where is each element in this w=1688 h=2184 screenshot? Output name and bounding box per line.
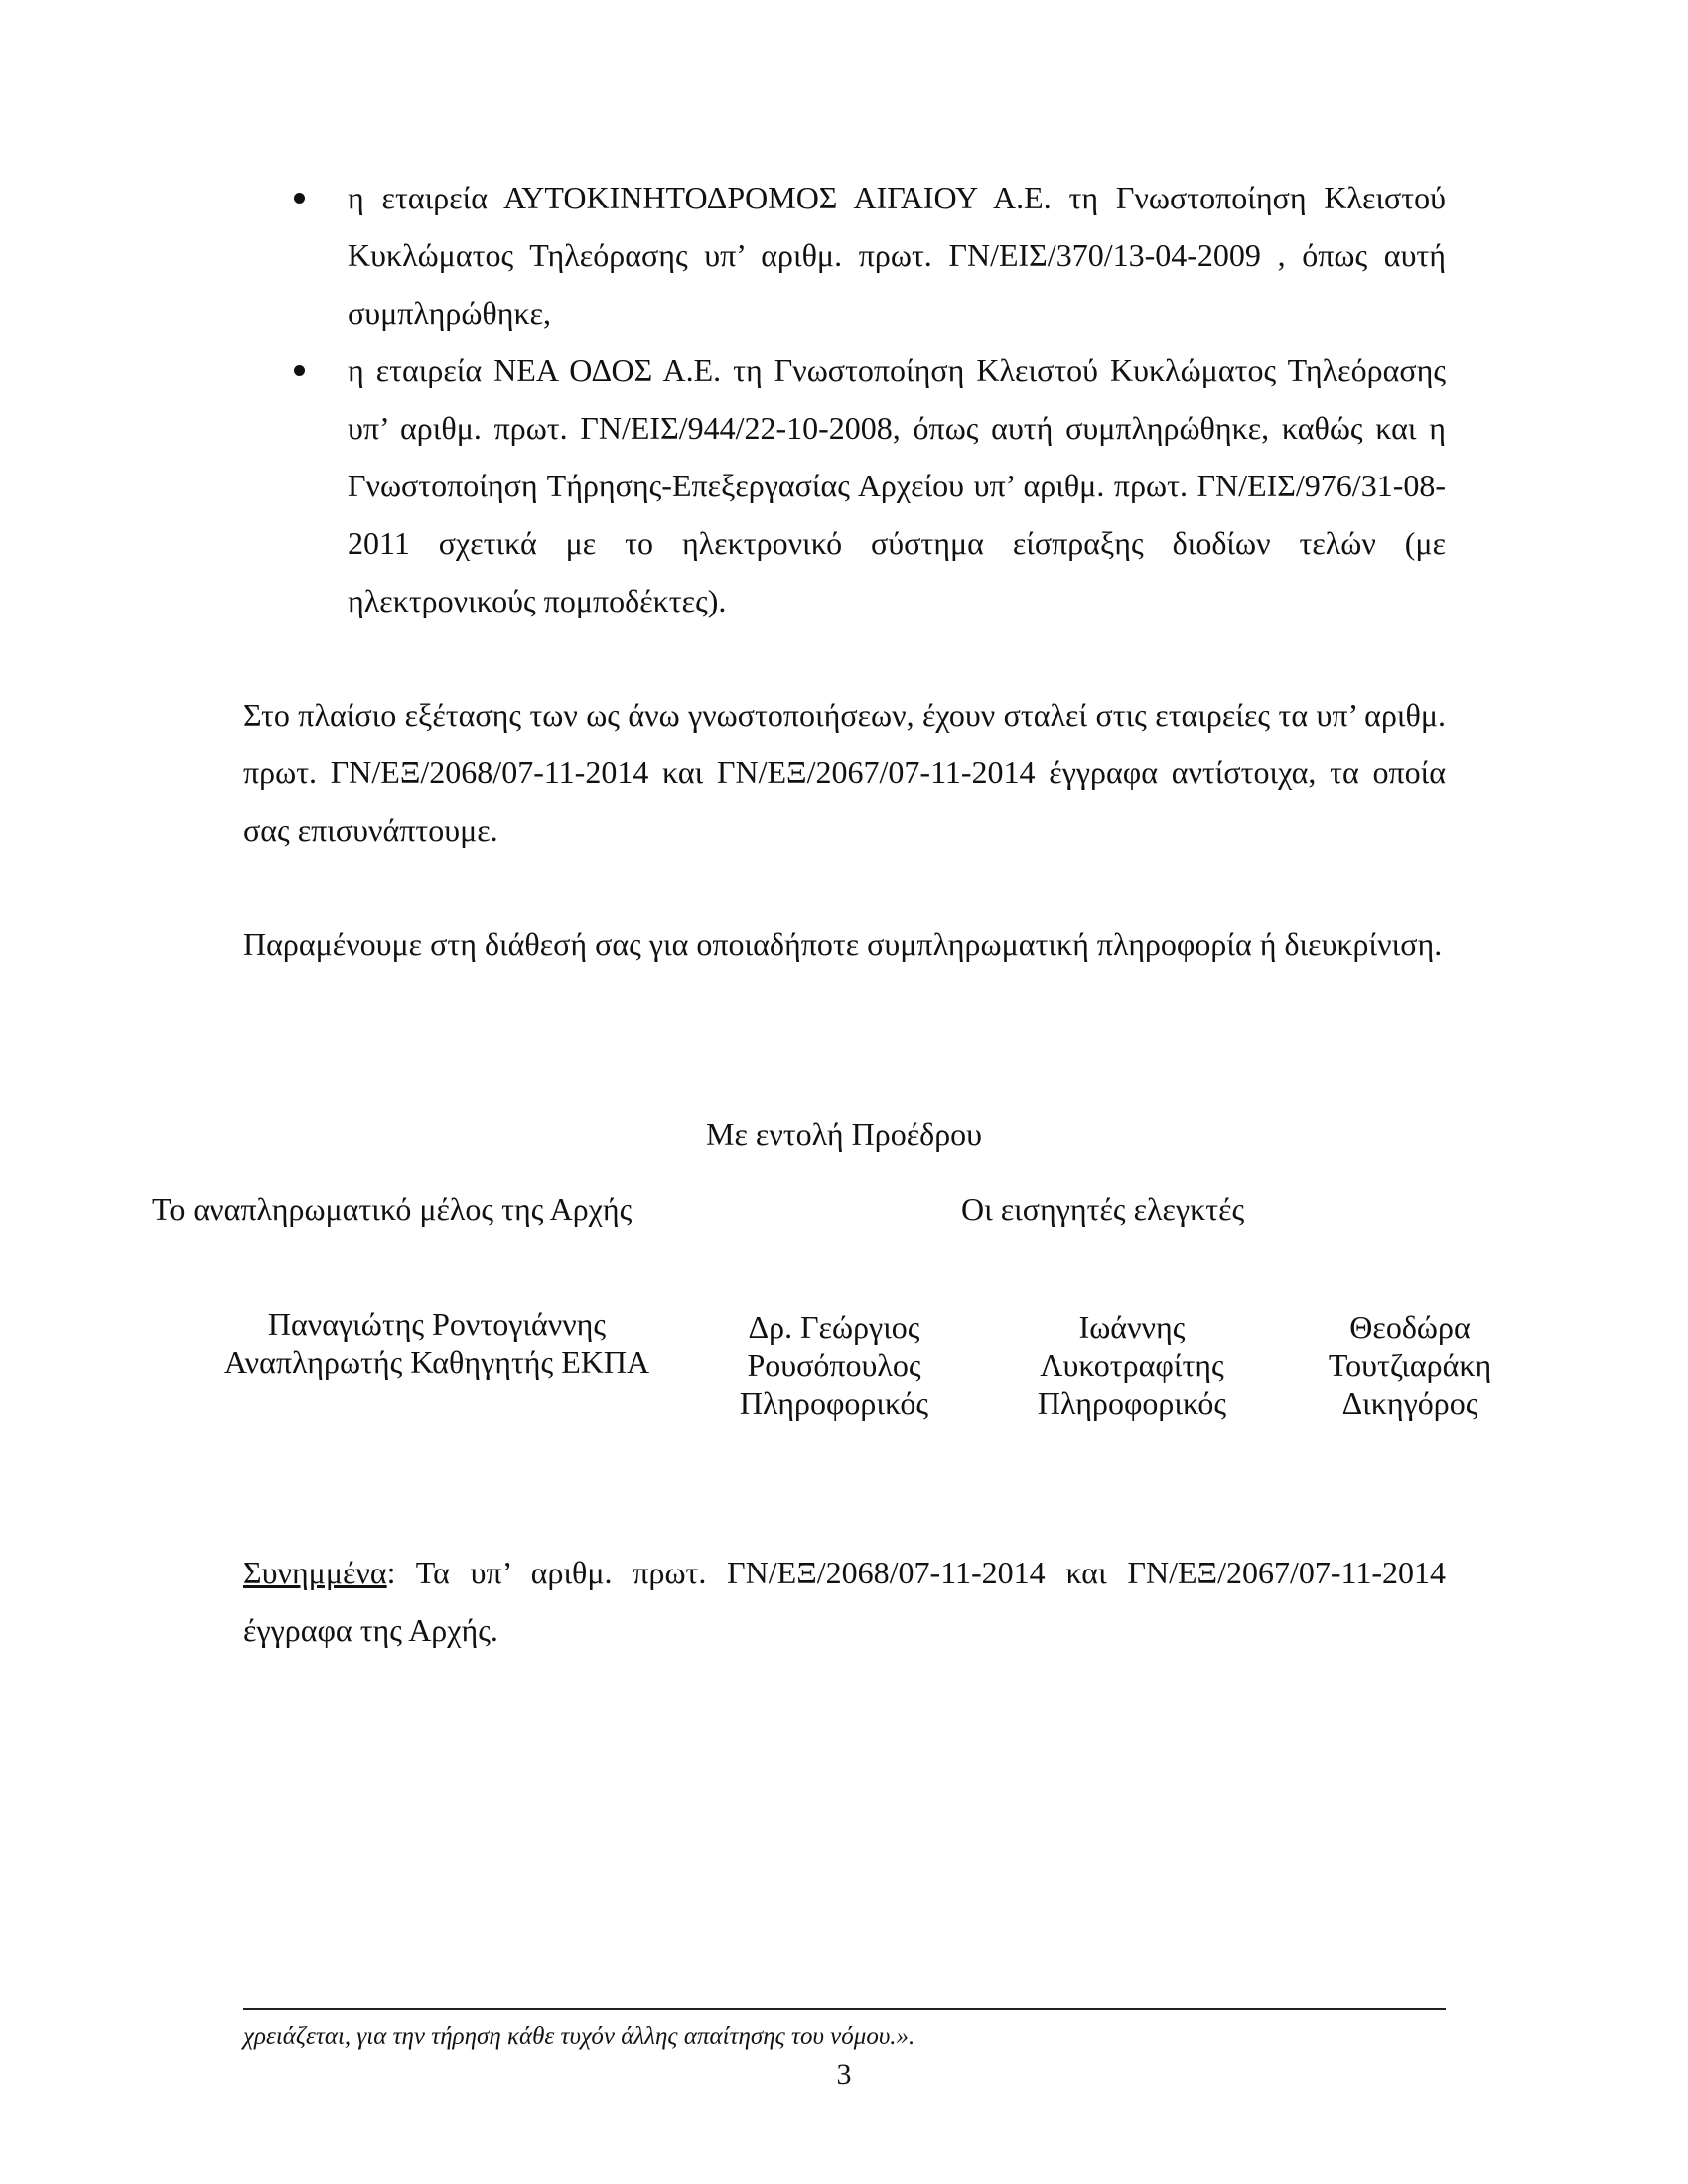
signatory-name-first: Δρ. Γεώργιος [748, 1309, 920, 1345]
order-line: Με εντολή Προέδρου [705, 1116, 983, 1152]
signatory-name-first: Ιωάννης [1078, 1309, 1186, 1345]
signatory-name-last: Τουτζιαράκη [1328, 1347, 1492, 1383]
signature-auditor [993, 1308, 1271, 1422]
signature-auditor [695, 1308, 973, 1422]
bullet-icon [294, 193, 305, 204]
body-paragraph: Παραμένουμε στη διάθεσή σας για οποιαδήποτε συμπληρωματική πληροφορία ή διευκρίνιση. [243, 926, 1443, 962]
signatory-role: Πληροφορικός [1037, 1385, 1227, 1421]
signatory-name: Παναγιώτης Ροντογιάννης [267, 1306, 607, 1342]
signatory-role: Δικηγόρος [1341, 1385, 1478, 1421]
footnote-divider [243, 2008, 1446, 2010]
signature-auditor [1281, 1308, 1539, 1422]
rapporteurs-title: Οι εισηγητές ελεγκτές [961, 1191, 1245, 1227]
signatory-name-last: Ρουσόπουλος [747, 1347, 921, 1383]
bullet-text: η εταιρεία ΑΥΤΟΚΙΝΗΤΟΔΡΟΜΟΣ ΑΙΓΑΙΟΥ Α.Ε. τη Γνωστοποίηση Κλειστού Κυκλώματος Τηλεόρασης υπ’ αριθμ. πρωτ. ΓΝ/ΕΙΣ/370/13-04-2009 , όπως αυτή συμπληρώθηκε, [348, 180, 1446, 331]
attachments-paragraph [243, 1544, 1446, 1659]
footnote-text: χρειάζεται, για την τήρηση κάθε τυχόν άλλης απαίτησης του νόμου.». [243, 2023, 915, 2050]
bullet-list [294, 169, 1446, 629]
attachments-label: Συνημμένα [243, 1555, 387, 1590]
bullet-item [294, 341, 1446, 629]
signature-member [179, 1305, 695, 1381]
bullet-icon [294, 365, 305, 376]
alternate-member-title: Το αναπληρωματικό μέλος της Αρχής [152, 1191, 633, 1227]
signatory-role: Αναπληρωτής Καθηγητής ΕΚΠΑ [223, 1344, 650, 1380]
signatory-role: Πληροφορικός [739, 1385, 929, 1421]
bullet-item [294, 169, 1446, 341]
signatory-name-last: Λυκοτραφίτης [1040, 1347, 1224, 1383]
attachments-text: : Τα υπ’ αριθμ. πρωτ. ΓΝ/ΕΞ/2068/07-11-2014 και ΓΝ/ΕΞ/2067/07-11-2014 έγγραφα της Αρχής. [243, 1555, 1446, 1648]
bullet-text: η εταιρεία ΝΕΑ ΟΔΟΣ Α.Ε. τη Γνωστοποίηση Κλειστού Κυκλώματος Τηλεόρασης υπ’ αριθμ. πρωτ. ΓΝ/ΕΙΣ/944/22-10-2008, όπως αυτή συμπληρώθηκε, καθώς και η Γνωστοποίηση Τήρησης-Επεξεργασίας Αρχείου υπ’ αριθμ. πρωτ. ΓΝ/ΕΙΣ/976/31-08-2011 σχετικά με το ηλεκτρονικό σύστημα είσπραξης διοδίων τελών (με ηλεκτρονικούς πομποδέκτες). [348, 352, 1446, 618]
signatory-name-first: Θεοδώρα [1349, 1309, 1471, 1345]
body-paragraph: Στο πλαίσιο εξέτασης των ως άνω γνωστοποιήσεων, έχουν σταλεί στις εταιρείες τα υπ’ αριθμ. πρωτ. ΓΝ/ΕΞ/2068/07-11-2014 και ΓΝ/ΕΞ/2067/07-11-2014 έγγραφα αντίστοιχα, τα οποία σας επισυνάπτουμε. [243, 697, 1446, 848]
page-number: 3 [836, 2058, 852, 2091]
